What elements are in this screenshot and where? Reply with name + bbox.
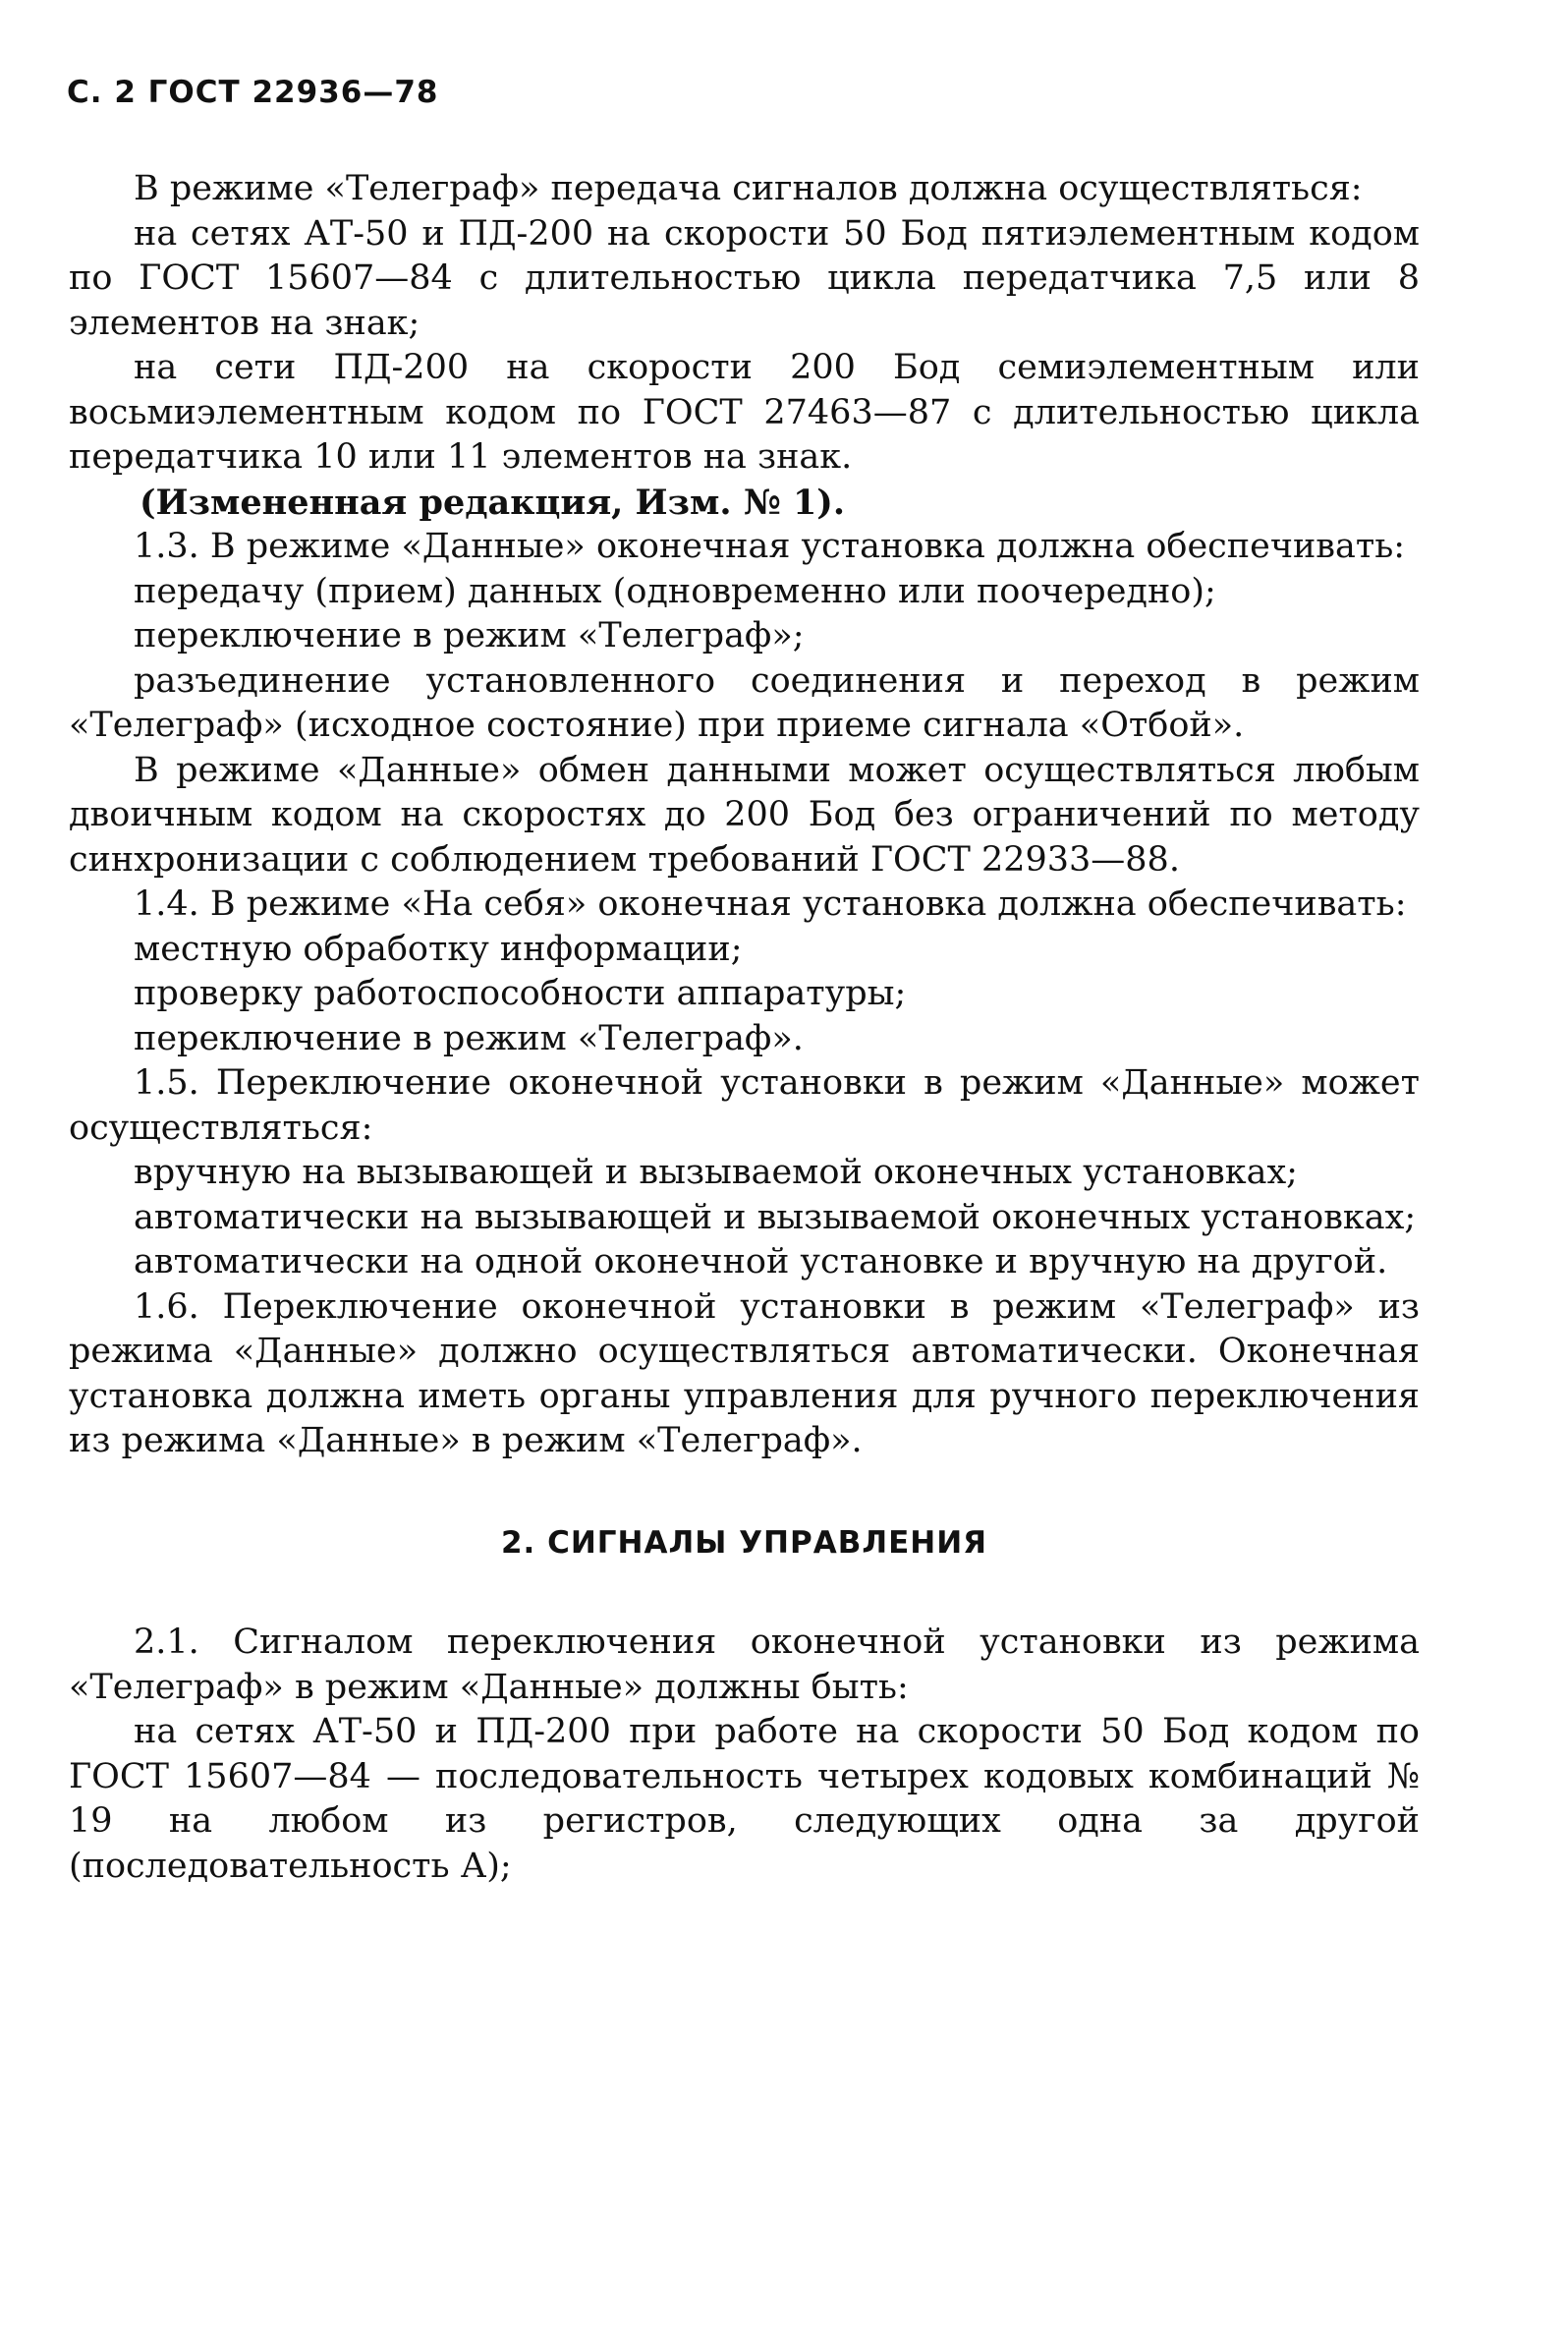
- clause-1-6: 1.6. Переключение оконечной установки в режим «Телеграф» из режима «Данные» должно осуществляться автоматически. Оконечная установка должна иметь органы управления для ручного переключения из режима «Данные» в режим «Телеграф».: [69, 1286, 1420, 1460]
- paragraph: разъединение установленного соединения и переход в режим «Телеграф» (исходное состояние) при приеме сигнала «Отбой».: [69, 660, 1420, 745]
- paragraph: переключение в режим «Телеграф».: [134, 1018, 804, 1058]
- clause-2-1: 2.1. Сигналом переключения оконечной установки из режима «Телеграф» в режим «Данные» должны быть:: [69, 1622, 1420, 1707]
- paragraph: на сетях АТ-50 и ПД-200 при работе на скорости 50 Бод кодом по ГОСТ 15607—84 — последовательность четырех кодовых комбинаций № 19 на любом из регистров, следующих одна за другой (последовательность А);: [69, 1712, 1420, 1886]
- paragraph: вручную на вызывающей и вызываемой оконечных установках;: [134, 1153, 1298, 1192]
- paragraph: передачу (прием) данных (одновременно или поочередно);: [134, 571, 1216, 611]
- paragraph: В режиме «Телеграф» передача сигналов должна осуществляться:: [134, 169, 1363, 208]
- page-header: С. 2 ГОСТ 22936—78: [67, 75, 439, 110]
- paragraph: на сети ПД-200 на скорости 200 Бод семиэлементным или восьмиэлементным кодом по ГОСТ 27463—87 с длительностью цикла передатчика 10 или 11 элементов на знак.: [69, 348, 1420, 477]
- clause-1-5: 1.5. Переключение оконечной установки в режим «Данные» может осуществляться:: [69, 1063, 1420, 1148]
- paragraph: автоматически на вызывающей и вызываемой оконечных установках;: [134, 1197, 1417, 1237]
- clause-1-3: 1.3. В режиме «Данные» оконечная установка должна обеспечивать:: [134, 527, 1406, 566]
- paragraph: автоматически на одной оконечной установке и вручную на другой.: [134, 1242, 1388, 1281]
- paragraph: переключение в режим «Телеграф»;: [134, 616, 805, 655]
- paragraph: местную обработку информации;: [134, 929, 743, 969]
- paragraph: на сетях АТ-50 и ПД-200 на скорости 50 Бод пятиэлементным кодом по ГОСТ 15607—84 с длительностью цикла передатчика 7,5 или 8 элементов на знак;: [69, 213, 1420, 343]
- paragraph: проверку работоспособности аппаратуры;: [134, 974, 907, 1013]
- clause-1-4: 1.4. В режиме «На себя» оконечная установка должна обеспечивать:: [134, 884, 1407, 924]
- amendment-note: (Измененная редакция, Изм. № 1).: [140, 482, 846, 523]
- section-title: 2. СИГНАЛЫ УПРАВЛЕНИЯ: [500, 1524, 988, 1561]
- document-body: [69, 167, 1420, 1889]
- paragraph: В режиме «Данные» обмен данными может осуществляться любым двоичным кодом на скоростях до 200 Бод без ограничений по методу синхронизации с соблюдением требований ГОСТ 22933—88.: [69, 750, 1420, 880]
